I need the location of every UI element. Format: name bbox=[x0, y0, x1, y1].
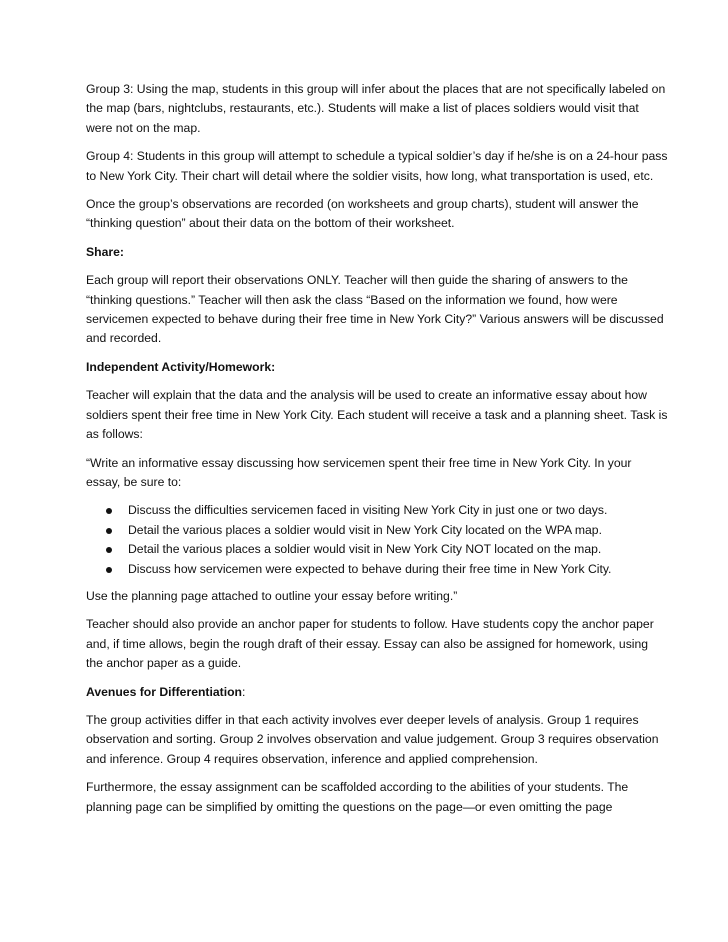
share-paragraph: Each group will report their observations ONLY. Teacher will then guide the sharing of answers to the “thinking questions.” Teacher will then ask the class “Based on the information we found, how were servicemen expected to behave during their free time in New York City?” Various answers will be discussed and recorded. bbox=[86, 273, 664, 346]
planning-page-paragraph: Use the planning page attached to outline your essay before writing.” bbox=[86, 588, 458, 603]
list-item-text: Detail the various places a soldier would visit in New York City located on the WPA map. bbox=[128, 522, 602, 537]
list-item-text: Detail the various places a soldier would visit in New York City NOT located on the map. bbox=[128, 542, 602, 557]
differentiation-heading-colon: : bbox=[241, 684, 246, 699]
share-heading: Share: bbox=[86, 244, 124, 259]
list-item bbox=[106, 521, 668, 540]
differentiation-heading-line bbox=[86, 683, 668, 702]
group4-paragraph: Group 4: Students in this group will attempt to schedule a typical soldier’s day if he/she is on a 24-hour pass to New York City. Their chart will detail where the soldier visits, how long, what transportation is used, etc. bbox=[86, 149, 668, 183]
list-item bbox=[106, 540, 668, 559]
independent-activity-paragraph: Teacher will explain that the data and the analysis will be used to create an informative essay about how soldiers spent their free time in New York City. Each student will receive a task and a planning sheet. Task is as follows: bbox=[86, 388, 668, 442]
list-item-text: Discuss the difficulties servicemen faced in visiting New York City in just one or two days. bbox=[128, 503, 608, 518]
observations-paragraph: Once the group’s observations are recorded (on worksheets and group charts), student will answer the “thinking question” about their data on the bottom of their worksheet. bbox=[86, 197, 639, 231]
bullet-icon bbox=[106, 528, 112, 534]
bullet-icon bbox=[106, 567, 112, 573]
bullet-icon bbox=[106, 508, 112, 514]
differentiation-heading: Avenues for Differentiation bbox=[86, 684, 242, 699]
bullet-icon bbox=[106, 547, 112, 553]
group3-paragraph: Group 3: Using the map, students in this group will infer about the places that are not specifically labeled on the map (bars, nightclubs, restaurants, etc.). Students will make a list of places soldiers would visit that were not on the map. bbox=[86, 82, 666, 135]
list-item bbox=[106, 501, 668, 520]
anchor-paper-paragraph: Teacher should also provide an anchor paper for students to follow. Have students copy the anchor paper and, if time allows, begin the rough draft of their essay. Essay can also be assigned for homework, using the anchor paper as a guide. bbox=[86, 617, 654, 671]
list-item bbox=[106, 560, 668, 579]
independent-activity-heading: Independent Activity/Homework: bbox=[86, 359, 276, 374]
list-item-text: Discuss how servicemen were expected to behave during their free time in New York City. bbox=[128, 561, 612, 576]
essay-prompt-paragraph: “Write an informative essay discussing how servicemen spent their free time in New York City. In your essay, be sure to: bbox=[86, 455, 632, 489]
essay-requirements-list bbox=[86, 501, 668, 579]
differentiation-paragraph-1: The group activities differ in that each activity involves ever deeper levels of analysis. Group 1 requires observation and sorting. Group 2 involves observation and value judgement. Group 3 requires observation and inference. Group 4 requires observation, inference and applied comprehension. bbox=[86, 712, 659, 766]
differentiation-paragraph-2: Furthermore, the essay assignment can be scaffolded according to the abilities of your students. The planning page can be simplified by omitting the questions on the page—or even omitting the page bbox=[86, 780, 629, 814]
